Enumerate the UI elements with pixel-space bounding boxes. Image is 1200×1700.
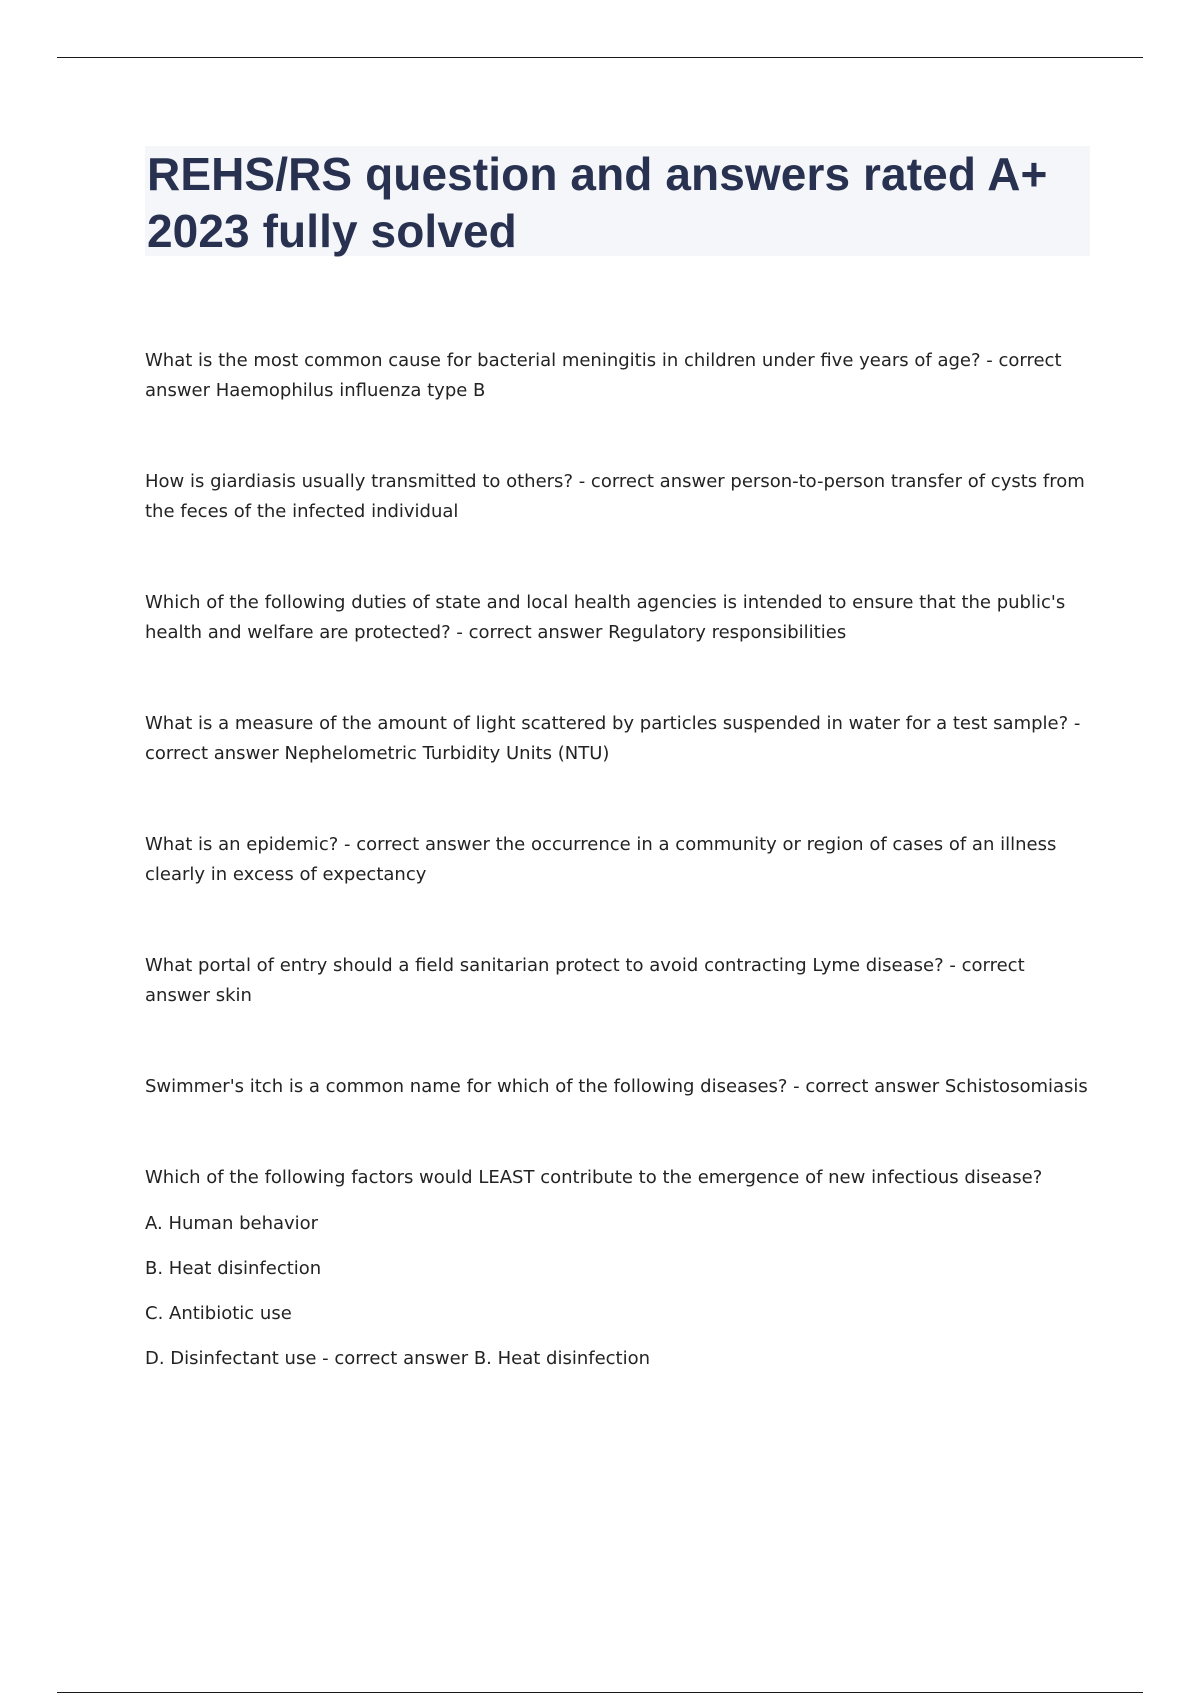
qa-item-2 [145, 467, 1090, 527]
title-block [145, 146, 1090, 256]
answer-option-d: D. Disinfectant use - correct answer B. Heat disinfection [145, 1348, 651, 1369]
document-title: REHS/RS question and answers rated A+ 2023 fully solved [147, 148, 1048, 257]
bottom-rule [57, 1692, 1143, 1693]
qa-item-6 [145, 951, 1090, 1011]
qa-item-8-multiple-choice [145, 1163, 1090, 1374]
question-stem: Which of the following factors would LEAST contribute to the emergence of new infectious disease? [145, 1167, 1043, 1188]
qa-item-3 [145, 588, 1090, 648]
document-body [145, 346, 1090, 1435]
qa-text: What is an epidemic? - correct answer the occurrence in a community or region of cases of an illness clearly in excess of expectancy [145, 834, 1057, 885]
answer-option-b: B. Heat disinfection [145, 1258, 322, 1279]
qa-text: What is a measure of the amount of light scattered by particles suspended in water for a test sample? - correct answer Nephelometric Turbidity Units (NTU) [145, 713, 1081, 764]
top-rule [57, 57, 1143, 58]
answer-option-a: A. Human behavior [145, 1213, 319, 1234]
qa-text: Which of the following duties of state and local health agencies is intended to ensure that the public's health and welfare are protected? - correct answer Regulatory responsibilities [145, 592, 1066, 643]
qa-text: Swimmer's itch is a common name for which of the following diseases? - correct answer Schistosomiasis [145, 1076, 1088, 1097]
qa-text: How is giardiasis usually transmitted to others? - correct answer person-to-person transfer of cysts from the feces of the infected individual [145, 471, 1085, 522]
qa-item-7 [145, 1072, 1090, 1102]
qa-item-4 [145, 709, 1090, 769]
qa-text: What portal of entry should a field sanitarian protect to avoid contracting Lyme disease? - correct answer skin [145, 955, 1025, 1006]
qa-text: What is the most common cause for bacterial meningitis in children under five years of age? - correct answer Haemophilus influenza type B [145, 350, 1062, 401]
qa-item-5 [145, 830, 1090, 890]
answer-option-c: C. Antibiotic use [145, 1303, 292, 1324]
qa-item-1 [145, 346, 1090, 406]
